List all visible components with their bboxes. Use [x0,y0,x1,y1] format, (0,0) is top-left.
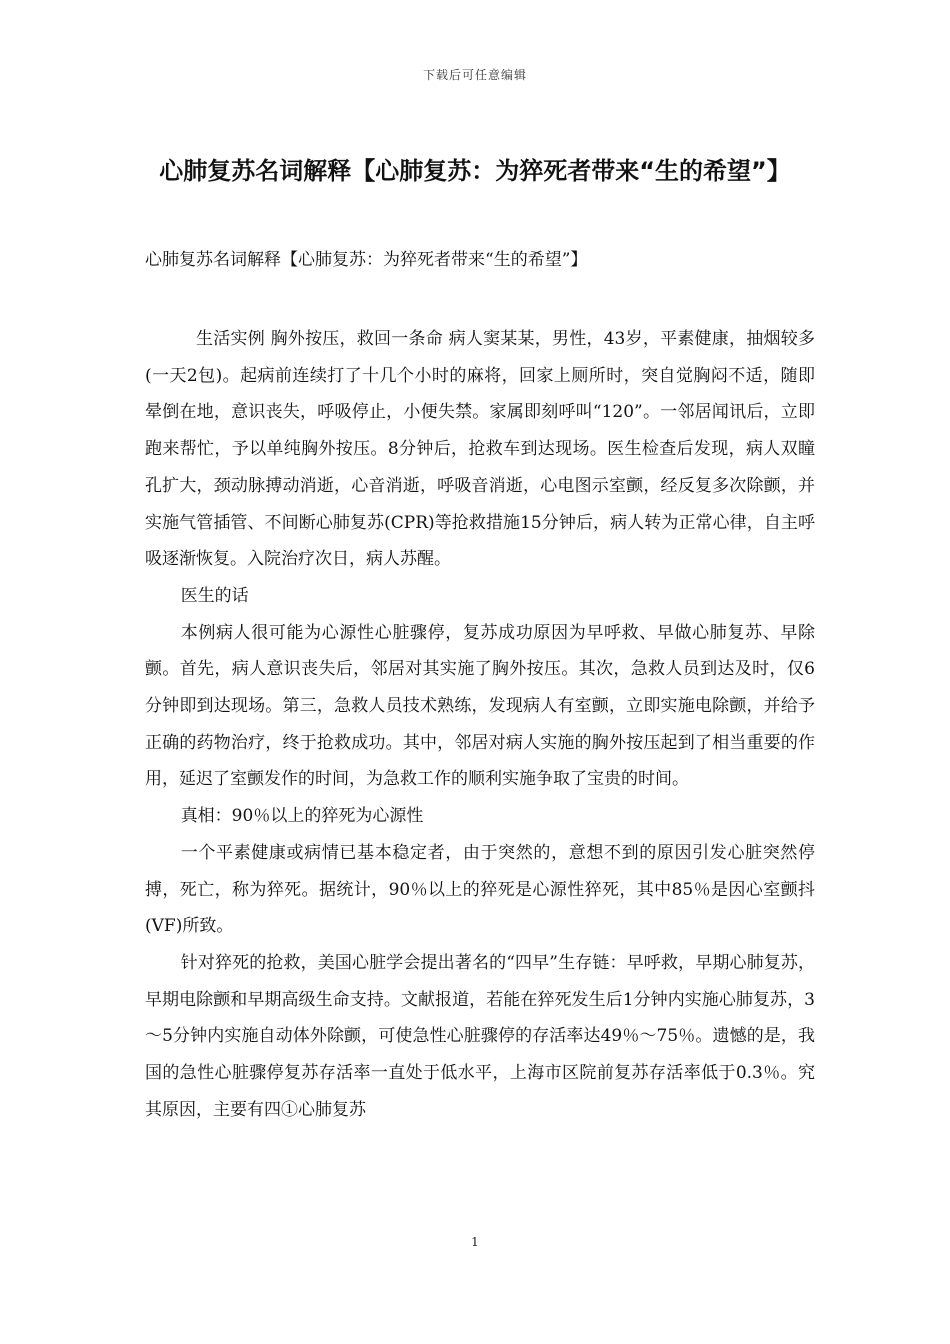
paragraph-survival-chain: 针对猝死的抢救，美国心脏学会提出著名的“四早”生存链：早呼救，早期心肺复苏，早期电除颤和早期高级生命支持。文献报道，若能在猝死发生后1分钟内实施心肺复苏，3～5分钟内实施自动体外除颤，可使急性心脏骤停的存活率达49％～75％。遗憾的是，我国的急性心脏骤停复苏存活率一直处于低水平，上海市区院前复苏存活率低于0.3％。究其原因，主要有四①心肺复苏 [145,952,815,1120]
document-body [145,321,815,1128]
page-number: 1 [471,1235,479,1249]
paragraph-sudden-death-definition: 一个平素健康或病情已基本稳定者，由于突然的，意想不到的原因引发心脏突然停搏，死亡，称为猝死。据统计，90％以上的猝死是心源性猝死，其中85％是因心室颤抖(VF)所致。 [145,842,815,937]
section-heading-truth: 真相：90％以上的猝死为心源性 [180,806,424,827]
section-heading-doctor-words: 医生的话 [180,585,249,606]
paragraph-doctor-analysis: 本例病人很可能为心源性心脏骤停，复苏成功原因为早呼救、早做心肺复苏、早除颤。首先，病人意识丧失后，邻居对其实施了胸外按压。其次，急救人员到达及时，仅6分钟即到达现场。第三，急救人员技术熟练，发现病人有室颤，立即实施电除颤，并给予正确的药物治疗，终于抢救成功。其中，邻居对病人实施的胸外按压起到了相当重要的作用，延迟了室颤发作的时间，为急救工作的顺利实施争取了宝贵的时间。 [145,622,815,790]
header-note: 下载后可任意编辑 [422,68,527,82]
document-title: 心肺复苏名词解释【心肺复苏：为猝死者带来“生的希望”】 [159,157,791,185]
paragraph-life-example: 生活实例 胸外按压，救回一条命 病人窦某某，男性，43岁，平素健康，抽烟较多(一天2包)。起病前连续打了十几个小时的麻将，回家上厕所时，突自觉胸闷不适，随即晕倒在地，意识丧失，呼吸停止，小便失禁。家属即刻呼叫“120”。一邻居闻讯后，立即跑来帮忙，予以单纯胸外按压。8分钟后，抢救车到达现场。医生检查后发现，病人双瞳孔扩大，颈动脉搏动消逝，心音消逝，呼吸音消逝，心电图示室颤，经反复多次除颤，并实施气管插管、不间断心肺复苏(CPR)等抢救措施15分钟后，病人转为正常心律，自主呼吸逐渐恢复。入院治疗次日，病人苏醒。 [145,329,815,570]
document-subtitle: 心肺复苏名词解释【心肺复苏：为猝死者带来“生的希望”】 [145,250,588,270]
